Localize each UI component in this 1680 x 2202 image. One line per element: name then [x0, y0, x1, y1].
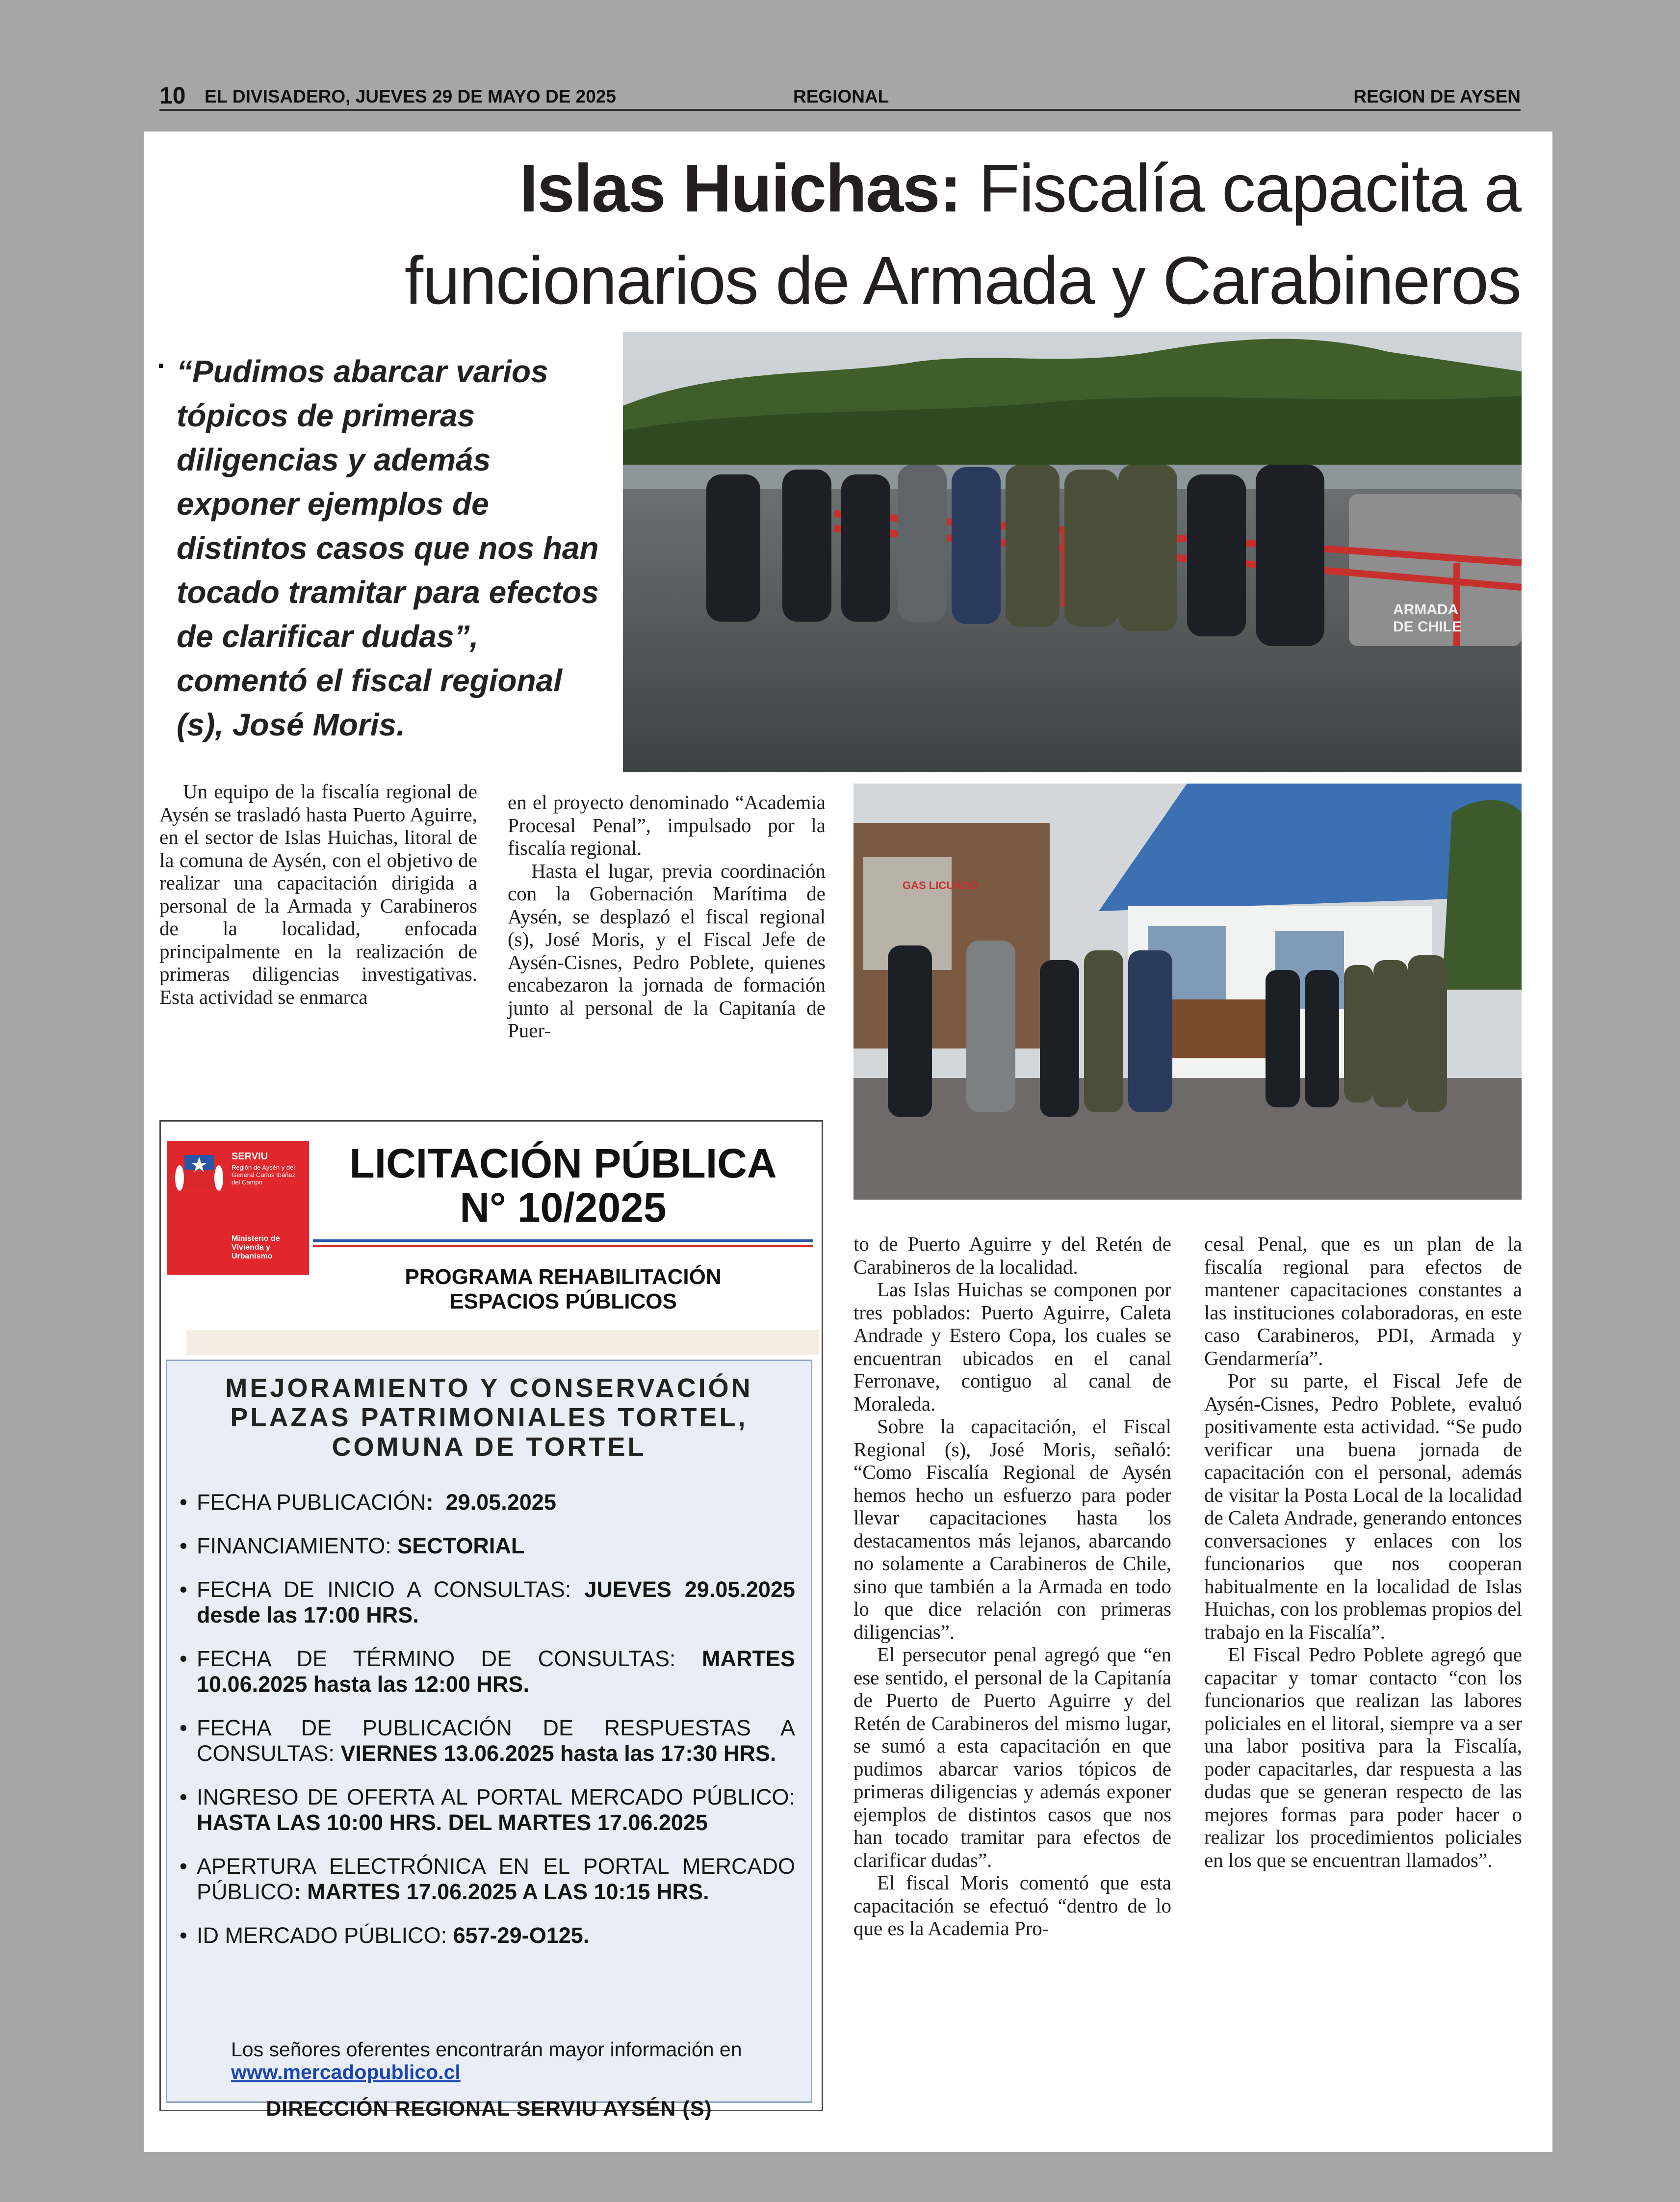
project-title-line-2: PLAZAS PATRIMONIALES TORTEL,: [230, 1403, 748, 1432]
col4-paragraph-3: El Fiscal Pedro Poblete agregó que capacitar y tomar contacto “con los funcionarios que realizan las labores policiales en el litoral, siempre va a ser una labor positiva para la Fiscalía, poder capacitarles, dar respuesta a las dudas que se generan respecto de las mejores formas para poder hacer o realizar los procedimientos policiales en los que se encuentran llamados”.: [1204, 1643, 1522, 1871]
col1-paragraph-1: Un equipo de la fiscalía regional de Aysén se trasladó hasta Puerto Aguirre, en el sector de Islas Huichas, litoral de la comuna de Aysén, con el objetivo de realizar una capacitación dirigida a personal de la Armada y Carabineros de la localidad, enfocada principalmente en la realización de primeras diligencias investigativas. Esta actividad se enmarca: [159, 780, 477, 1008]
photo-building-scene: [853, 784, 1522, 1200]
ad-signature: DIRECCIÓN REGIONAL SERVIU AYSÉN (S): [266, 2097, 712, 2121]
chile-coat-of-arms-icon: [175, 1151, 224, 1195]
col4-paragraph-1: cesal Penal, que es un plan de la fiscalía regional para efectos de mantener capacitaciones constantes a las instituciones colaboradoras, en este caso Carabineros, PDI, Armada y Gendarmería”.: [1204, 1232, 1522, 1369]
list-item: • FECHA DE INICIO A CONSULTAS: JUEVES 29.05.2025 desde las 17:00 HRS.: [180, 1577, 795, 1628]
headline-line-1: [162, 142, 1521, 235]
photo-pier-scene: [623, 332, 1522, 772]
page-number: 10: [159, 83, 186, 109]
public-tender-ad: [159, 1120, 823, 2121]
photo-group-at-building: [853, 784, 1522, 1200]
header-rule: [159, 109, 1521, 111]
project-title-line-1: MEJORAMIENTO Y CONSERVACIÓN: [225, 1373, 753, 1403]
list-item: • APERTURA ELECTRÓNICA EN EL PORTAL MERCADO PÚBLICO: MARTES 17.06.2025 A LAS 10:15 HRS.: [180, 1854, 795, 1905]
list-item: • FECHA DE TÉRMINO DE CONSULTAS: MARTES 10.06.2025 hasta las 12:00 HRS.: [180, 1646, 795, 1697]
photo-group-on-pier: [623, 332, 1522, 772]
rule-blue: [313, 1239, 813, 1242]
list-item: • FECHA DE PUBLICACIÓN DE RESPUESTAS A CONSULTAS: VIERNES 13.06.2025 hasta las 17:30 HRS.: [180, 1715, 795, 1766]
list-item: • FECHA PUBLICACIÓN: 29.05.2025: [180, 1490, 795, 1515]
title-rules: [313, 1239, 813, 1250]
tender-details-box: [166, 1360, 812, 2121]
beige-band: [186, 1330, 819, 1355]
info-note: [231, 2038, 798, 2083]
article-col-1: [159, 780, 477, 1008]
program-line-1: PROGRAMA REHABILITACIÓN: [405, 1265, 722, 1289]
col3-paragraph-3: Sobre la capacitación, el Fiscal Regional (s), José Moris, señaló: “Como Fiscalía Regional de Aysén hemos hecho un esfuerzo para poder llevar capacitaciones hasta los destacamentos más lejanos, abarcando no solamente a Carabineros de Chile, sino que también a la Armada en todo lo que dice relación con primeras diligencias”.: [853, 1415, 1171, 1643]
logo-ministry: Ministerio de Vivienda y Urbanismo: [232, 1234, 280, 1260]
page-header: [159, 82, 1521, 112]
program-name: [308, 1265, 818, 1314]
newspaper-dateline: EL DIVISADERO, JUEVES 29 DE MAYO DE 2025: [205, 86, 616, 106]
col2-paragraph-1: en el proyecto denominado “Academia Procesal Penal”, impulsado por la fiscalía regional.: [508, 791, 826, 859]
boat-lettering-2: DE CHILE: [1393, 619, 1462, 635]
logo-serviu-sub: Región de Aysén y del General Carlos Ibáñez del Campo: [232, 1164, 296, 1186]
list-item: • ID MERCADO PÚBLICO: 657-29-O125.: [180, 1923, 795, 1948]
rule-red: [313, 1245, 813, 1247]
project-title: [167, 1373, 811, 1462]
project-title-line-3: COMUNA DE TORTEL: [332, 1432, 646, 1462]
pull-quote-bullet: ·: [157, 350, 167, 382]
article-col-2: [508, 791, 826, 1042]
tender-number: N° 10/2025: [460, 1184, 667, 1231]
serviu-logo: [167, 1141, 309, 1275]
program-line-2: ESPACIOS PÚBLICOS: [449, 1289, 677, 1313]
list-item: • INGRESO DE OFERTA AL PORTAL MERCADO PÚBLICO: HASTA LAS 10:00 HRS. DEL MARTES 17.06.2025: [180, 1784, 795, 1835]
section-label: REGIONAL: [793, 86, 889, 106]
tender-title: [308, 1141, 818, 1230]
info-text: Los señores oferentes encontrarán mayor información en: [231, 2038, 742, 2061]
col4-paragraph-2: Por su parte, el Fiscal Jefe de Aysén-Cisnes, Pedro Poblete, evaluó positivamente esta actividad. “Se pudo verificar una buena jornada de capacitación con el personal, además de visitar la Posta Local de la localidad de Caleta Andrade, generando entonces conversaciones y enlaces con los funcionarios que nos cooperan habitualmente en la localidad de Islas Huichas, con los problemas propios del trabajo en la Fiscalía”.: [1204, 1369, 1522, 1643]
col3-paragraph-4: El persecutor penal agregó que “en ese sentido, el personal de la Capitanía de Puerto de Puerto Aguirre y del Retén de Carabineros del mismo lugar, se sumó a esta capacitación en que pudimos abarcar varios tópicos de primeras diligencias y además exponer ejemplos de distintos casos que nos han tocado tramitar para efectos de clarificar dudas”.: [853, 1643, 1171, 1871]
tender-details-list: [180, 1490, 795, 1966]
col3-paragraph-5: El fiscal Moris comentó que esta capacitación se efectuó “dentro de lo que es la Academia Pro-: [853, 1871, 1171, 1940]
boat-lettering-1: ARMADA: [1393, 602, 1459, 618]
pull-quote-text: “Pudimos abarcar varios tópicos de primeras diligencias y además exponer ejemplos de distintos casos que nos han tocado tramitar para efectos de clarificar dudas”, comentó el fiscal regional (s), José Moris.: [177, 354, 599, 742]
article-headline: [162, 142, 1521, 327]
region-label: REGION DE AYSEN: [1353, 86, 1521, 106]
col2-paragraph-2: Hasta el lugar, previa coordinación con la Gobernación Marítima de Aysén, se desplazó el fiscal regional (s), José Moris, y el Fiscal Jefe de Aysén-Cisnes, Pedro Poblete, quienes encabezaron la jornada de formación junto al personal de la Capitanía de Puer-: [508, 859, 826, 1042]
article-col-4: [1204, 1232, 1522, 1871]
headline-line-2: funcionarios de Armada y Carabineros: [404, 243, 1521, 318]
list-item: • FINANCIAMIENTO: SECTORIAL: [180, 1533, 795, 1559]
mercadopublico-link[interactable]: www.mercadopublico.cl: [231, 2061, 461, 2083]
headline-bold: Islas Huichas:: [519, 151, 961, 226]
tender-title-line-1: LICITACIÓN PÚBLICA: [349, 1140, 777, 1186]
col3-paragraph-2: Las Islas Huichas se componen por tres poblados: Puerto Aguirre, Caleta Andrade y Estero Copa, los cuales se encuentran ubicados en el canal Ferronave, contiguo al canal de Moraleda.: [853, 1278, 1171, 1415]
gas-sign: GAS LICUADO: [903, 879, 978, 891]
people-silhouettes: [706, 465, 1324, 646]
logo-serviu: SERVIU: [232, 1151, 268, 1162]
article-col-3: [853, 1232, 1171, 1940]
col3-paragraph-1: to de Puerto Aguirre y del Retén de Carabineros de la localidad.: [853, 1232, 1171, 1278]
people-silhouettes-2: [888, 941, 1447, 1117]
headline-rest: Fiscalía capacita a: [960, 151, 1521, 226]
